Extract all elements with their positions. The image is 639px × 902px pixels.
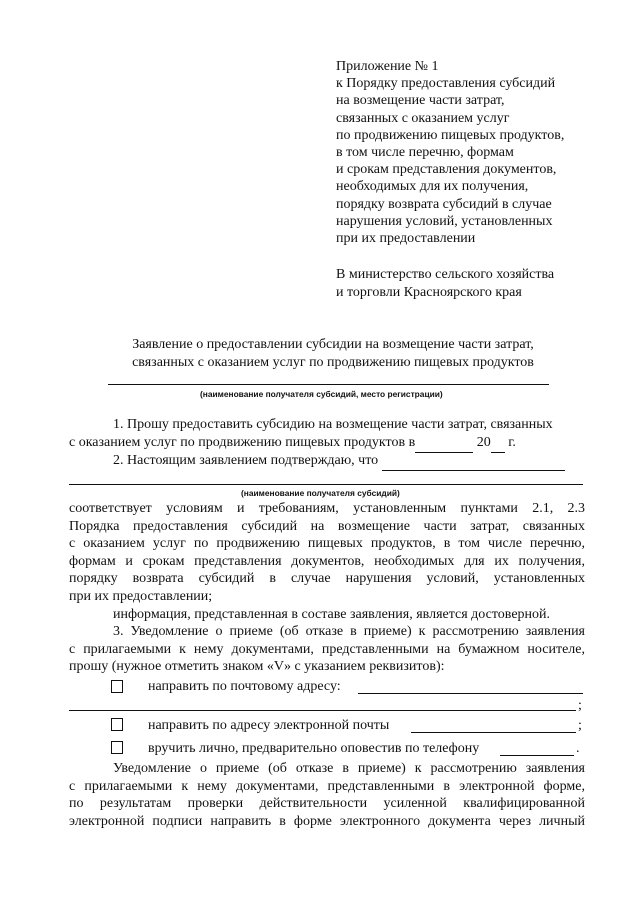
paragraph-4 xyxy=(69,760,585,830)
postal-address-field-2[interactable] xyxy=(69,710,576,711)
paragraph-3-line-last: прошу (нужное отметить знаком «V» с указанием реквизитов): xyxy=(69,659,445,675)
paragraph-2-line: порядку возврата субсидий в случае нарушения условий, установленных xyxy=(69,571,585,587)
paragraph-4-line: Уведомление о приеме (об отказе в приеме) к рассмотрению заявления xyxy=(113,761,585,776)
paragraph-1-line-1: 1. Прошу предоставить субсидию на возмещение части затрат, связанных xyxy=(113,417,553,432)
recipient-name-field-inline[interactable] xyxy=(382,452,565,471)
appendix-line: Приложение № 1 xyxy=(336,59,439,74)
email-checkbox[interactable] xyxy=(111,718,123,731)
month-field[interactable] xyxy=(415,434,473,453)
title-line: Заявление о предоставлении субсидии на возмещение части затрат, xyxy=(132,337,534,352)
paragraph-2-line: соответствует условиям и требованиям, установленным пунктами 2.1, 2.3 xyxy=(69,501,585,516)
appendix-line: по продвижению пищевых продуктов, xyxy=(336,127,565,143)
appendix-line: к Порядку предоставления субсидий xyxy=(336,76,556,92)
in-person-checkbox[interactable] xyxy=(111,741,123,754)
appendix-line: порядку возврата субсидий в случае xyxy=(336,196,552,212)
paragraph-2-lead: 2. Настоящим заявлением подтверждаю, что xyxy=(113,453,379,468)
appendix-line: связанных с оказанием услуг xyxy=(336,110,510,126)
paragraph-2-line: с оказанием услуг по продвижению пищевых продуктов, в том числе перечню, xyxy=(69,536,585,552)
email-semicolon: ; xyxy=(578,718,582,733)
in-person-period: . xyxy=(576,741,580,756)
paragraph-4-line: с прилагаемыми к нему документами, представленными в электронной форме, xyxy=(69,778,585,794)
year-label: 20 xyxy=(476,435,491,450)
paragraph-2-line: Порядка предоставления субсидий на возмещение части затрат, связанных xyxy=(69,518,585,534)
appendix-line: необходимых для их получения, xyxy=(336,179,529,195)
paragraph-4-line: по результатам проверки действительности усиленной квалифицированной xyxy=(69,796,585,812)
addressee-line: В министерство сельского хозяйства xyxy=(336,267,555,282)
appendix-line: и срокам представления документов, xyxy=(336,162,557,178)
phone-field[interactable] xyxy=(500,755,574,756)
paragraph-2-info: информация, представленная в составе заявления, является достоверной. xyxy=(113,606,551,622)
appendix-header xyxy=(336,58,631,247)
addressee xyxy=(336,266,631,302)
paragraph-3 xyxy=(69,623,585,676)
in-person-option-label: вручить лично, предварительно оповестив по телефону xyxy=(148,741,480,756)
paragraph-2-line: формам и срокам представления документов, необходимых для их получения, xyxy=(69,553,585,569)
recipient-name-caption: (наименование получателя субсидий) xyxy=(241,488,400,498)
recipient-registration-caption: (наименование получателя субсидий, место регистрации) xyxy=(200,389,443,399)
addressee-line: и торговли Красноярского края xyxy=(336,285,522,300)
year-suffix: г. xyxy=(508,435,516,450)
recipient-name-field[interactable] xyxy=(69,484,583,485)
email-option-label: направить по адресу электронной почты xyxy=(148,718,390,733)
paragraph-1-text: с оказанием услуг по продвижению пищевых продуктов в xyxy=(69,435,416,450)
paragraph-1-line-2 xyxy=(69,434,585,453)
postal-checkbox[interactable] xyxy=(111,680,123,693)
recipient-registration-field[interactable] xyxy=(108,384,549,385)
appendix-line: в том числе перечню, формам xyxy=(336,145,514,161)
title-line: связанных с оказанием услуг по продвижению пищевых продуктов xyxy=(132,355,534,370)
email-address-field[interactable] xyxy=(411,732,576,733)
year-field[interactable] xyxy=(491,434,505,453)
document-title xyxy=(68,336,598,372)
paragraph-3-line: 3. Уведомление о приеме (об отказе в приеме) к рассмотрению заявления xyxy=(113,624,585,639)
postal-address-field[interactable] xyxy=(358,693,583,694)
appendix-line: нарушения условий, установленных xyxy=(336,213,553,229)
appendix-line: на возмещение части затрат, xyxy=(336,93,505,109)
paragraph-3-line: с прилагаемыми к нему документами, представленными на бумажном носителе, xyxy=(69,641,585,657)
appendix-line: при их предоставлении xyxy=(336,231,476,247)
postal-semicolon: ; xyxy=(578,698,582,713)
paragraph-2-line-last: при их предоставлении; xyxy=(69,588,213,604)
paragraph-2-line-1 xyxy=(69,452,585,471)
postal-option-label: направить по почтовому адресу: xyxy=(148,679,341,694)
paragraph-4-line: электронной подписи направить в форме электронного документа через личный xyxy=(69,813,585,829)
paragraph-2-body xyxy=(69,500,585,623)
